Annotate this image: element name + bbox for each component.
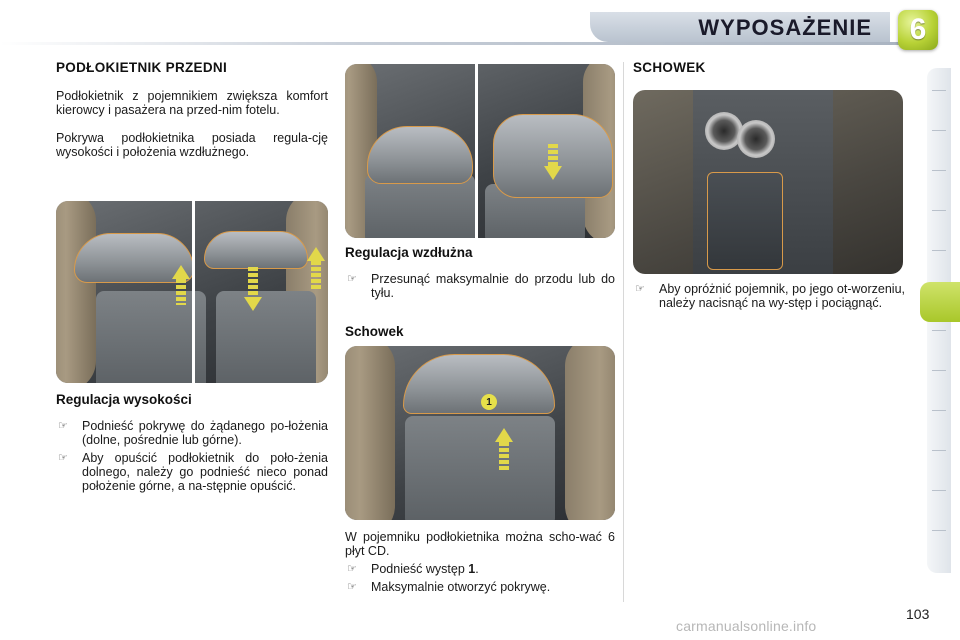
pointing-hand-icon: ☞ [58,420,68,432]
chapter-tab-divider [932,170,946,171]
chapter-tab-divider [932,490,946,491]
chapter-tab-divider [932,330,946,331]
list-item-reference: 1 [468,562,476,576]
chapter-tab-divider [932,210,946,211]
list-item-text [371,562,615,576]
adjustment-paragraph: Pokrywa podłokietnika posiada regula-cję wysokości i położenia wzdłużnego. [56,131,328,159]
chapter-tab-divider [932,450,946,451]
intro-paragraph: Podłokietnik z pojemnikiem zwiększa komfort kierowcy i pasażera na przed-nim fotelu. [56,89,328,117]
chapter-tab-divider [932,130,946,131]
chapter-tab-divider [932,250,946,251]
list-item-text-part: . [475,562,479,576]
section-heading-longitudinal: Regulacja wzdłużna [345,245,473,260]
up-arrow-icon [495,428,513,442]
rear-storage-column [633,60,905,75]
longitudinal-adjustment-section [345,245,615,339]
seat-image [565,346,615,520]
open-compartment-image [405,416,555,520]
up-arrow-shaft-icon [176,279,186,305]
forward-arrow-shaft-icon [548,144,558,168]
section-heading-front-armrest: PODŁOKIETNIK PRZEDNI [56,60,228,75]
seat-image [56,201,96,383]
list-item-text: Aby opuścić podłokietnik do poło-żenia dolnego, należy go podnieść nieco ponad położenie górne, a na-stępnie opuścić. [82,451,328,493]
list-item [345,272,615,300]
rear-storage-bin-photo [633,90,903,274]
forward-arrow-icon [544,166,562,180]
down-arrow-shaft-icon [248,267,258,297]
up-arrow-icon [307,247,325,261]
section-heading-storage-bin: SCHOWEK [633,60,706,75]
list-item-text: Maksymalnie otworzyć pokrywę. [371,580,551,594]
list-item [633,282,905,310]
rear-storage-instructions [633,282,905,310]
photo-split [192,201,195,383]
column-divider [623,62,624,602]
section-heading-storage: Schowek [345,324,404,339]
watermark-text: carmanualsonline.info [676,618,817,634]
storage-compartment-photo [345,346,615,520]
list-item-text: Podnieść pokrywę do żądanego po-łożenia (dolne, pośrednie lub górne). [82,419,328,447]
up-arrow-shaft-icon [311,261,321,291]
armrest-image-raised [204,231,308,269]
pointing-hand-icon: ☞ [635,283,645,295]
photo-split [475,64,478,238]
down-arrow-icon [244,297,262,311]
chapter-tab-divider [932,410,946,411]
pointing-hand-icon: ☞ [347,563,357,575]
section-heading-height: Regulacja wysokości [56,392,192,407]
chapter-tab-divider [932,370,946,371]
center-console-image [216,291,316,383]
armrest-image-rear [367,126,473,184]
storage-instructions [345,530,615,594]
center-console-image [96,291,206,383]
longitudinal-adjustment-photo [345,64,615,238]
up-arrow-shaft-icon [499,442,509,472]
callout-tab-number: 1 [481,394,497,410]
list-item [345,562,615,576]
height-adjustment-photo [56,201,328,383]
list-item-text: Przesunąć maksymalnie do przodu lub do tyłu. [371,272,615,300]
chapter-title: WYPOSAŻENIE [698,15,872,40]
storage-pocket-image [707,172,783,270]
storage-paragraph: W pojemniku podłokietnika można scho-wać 6 płyt CD. [345,530,615,558]
list-item [56,419,328,447]
active-chapter-tab[interactable] [920,282,960,322]
chapter-number-badge: 6 [898,10,938,50]
armrest-lid-open [403,354,555,414]
list-item-text: Aby opróżnić pojemnik, po jego ot-worzeniu, należy nacisnąć na wy-stęp i pociągnąć. [659,282,905,310]
list-item [345,580,615,594]
seat-image [345,346,395,520]
pointing-hand-icon: ☞ [58,452,68,464]
armrest-intro-column [56,60,328,159]
page-number: 103 [906,606,930,622]
list-item-text-part: Podnieść występ [371,562,469,576]
air-vent-image [737,120,775,158]
page-header [0,0,960,52]
list-item [56,451,328,493]
pointing-hand-icon: ☞ [347,581,357,593]
header-rule [0,42,900,45]
chapter-tab-divider [932,90,946,91]
chapter-tab-divider [932,530,946,531]
up-arrow-icon [172,265,190,279]
pointing-hand-icon: ☞ [347,273,357,285]
height-adjustment-section [56,392,328,493]
